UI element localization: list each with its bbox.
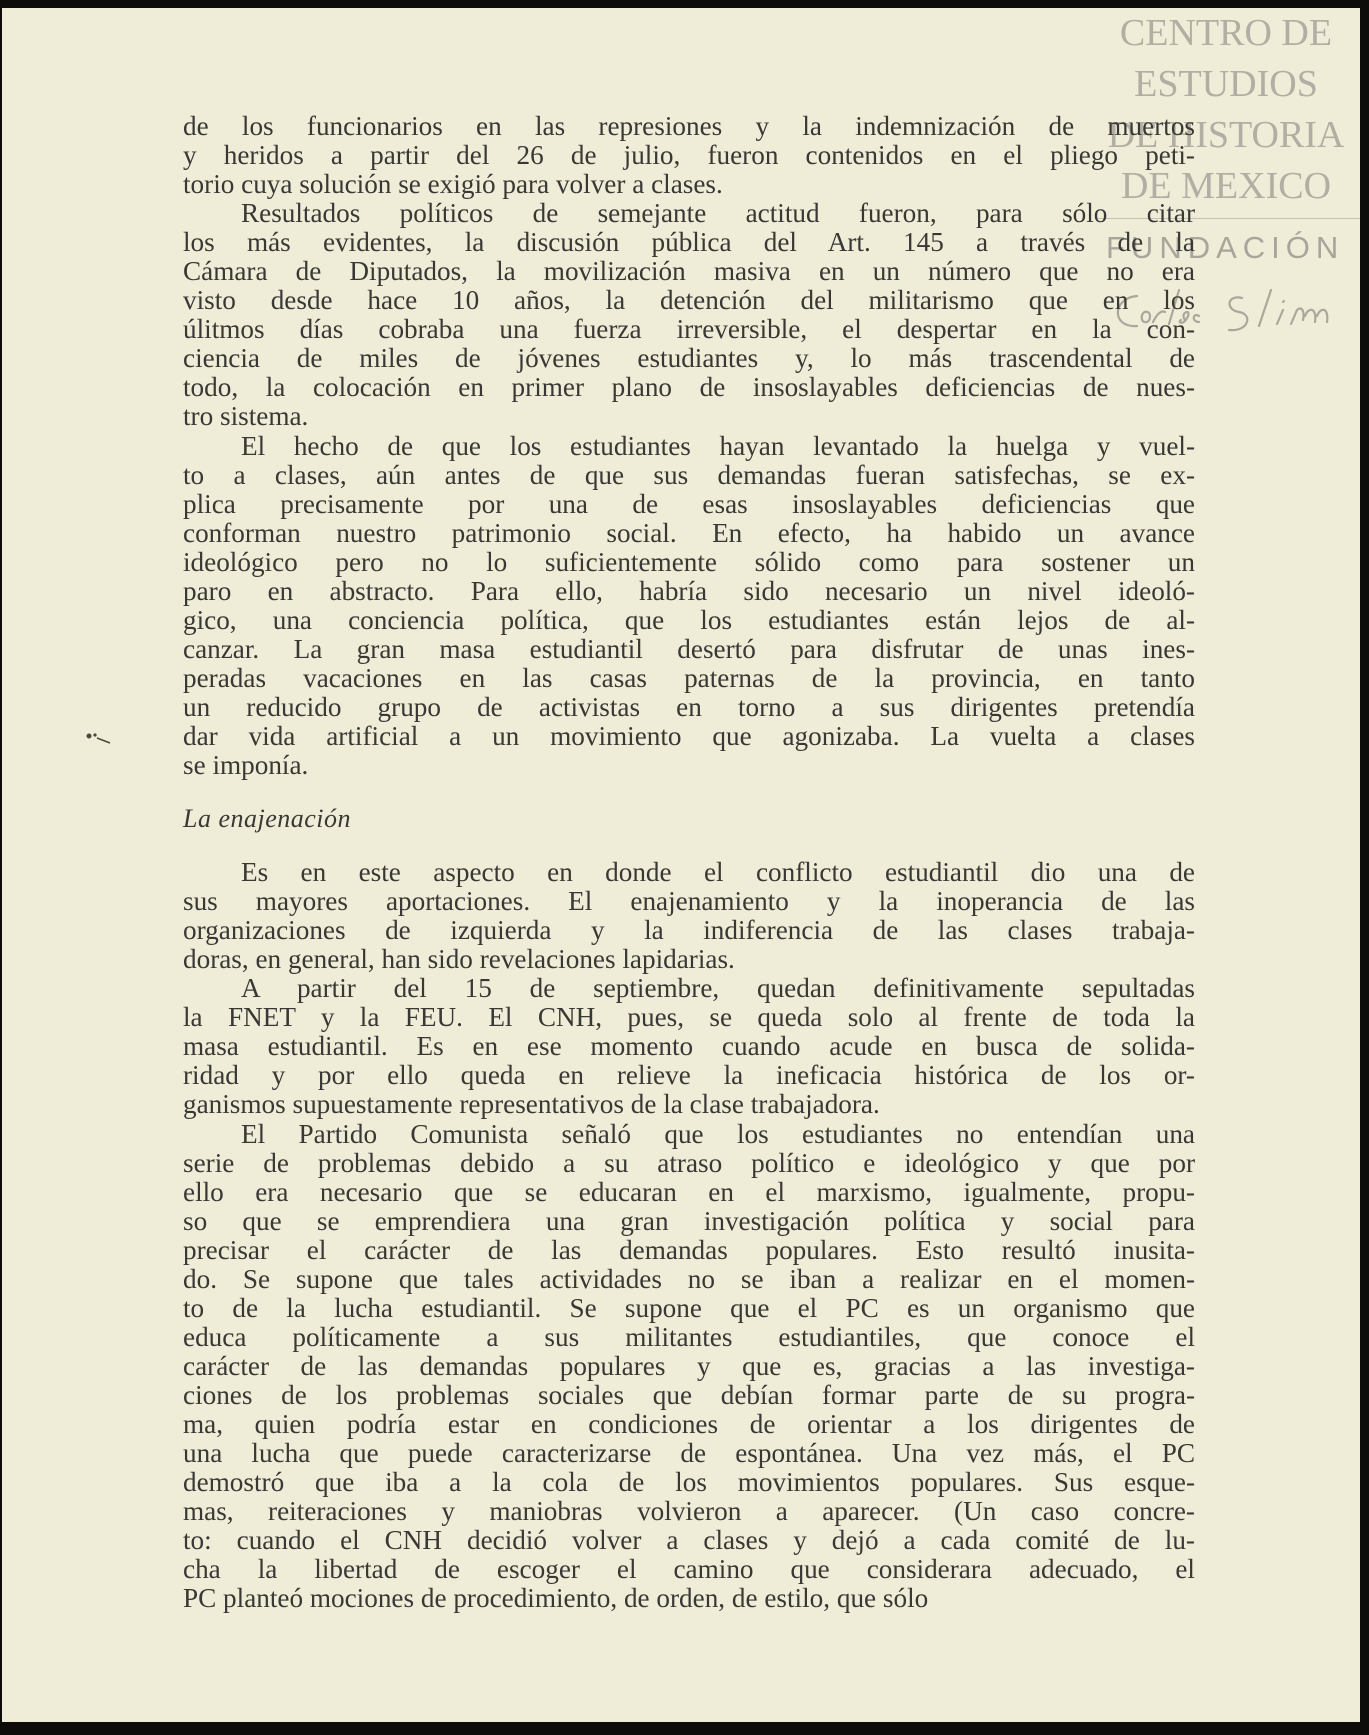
text-line: masa estudiantil. Es en ese momento cuando acude en busca de solida- <box>183 1031 1195 1062</box>
paragraph <box>183 1120 1195 1614</box>
text-line: y heridos a partir del 26 de julio, fueron contenidos en el pliego peti- <box>183 140 1195 171</box>
text-line: sus mayores aportaciones. El enajenamiento y la inoperancia de las <box>183 886 1195 917</box>
text-line: úlitmos días cobraba una fuerza irreversible, el despertar en la con- <box>183 314 1195 345</box>
text-line: peradas vacaciones en las casas paternas de la provincia, en tanto <box>183 662 1195 693</box>
text-line: Es en este aspecto en donde el conflicto estudiantil dio una de <box>241 857 1195 888</box>
text-line: El hecho de que los estudiantes hayan levantado la huelga y vuel- <box>241 430 1195 461</box>
text-line: demostró que iba a la cola de los movimientos populares. Sus esque- <box>183 1467 1195 1498</box>
paragraph <box>183 432 1195 781</box>
text-line: ganismos supuestamente representativos de la clase trabajadora. <box>183 1089 880 1120</box>
text-line: ideológico pero no lo suficientemente sólido como para sostener un <box>183 546 1195 577</box>
text-line: visto desde hace 10 años, la detención del militarismo que en los <box>183 285 1195 316</box>
text-line: plica precisamente por una de esas insoslayables deficiencias que <box>183 488 1195 519</box>
page-speck <box>84 730 118 746</box>
text-line: tro sistema. <box>183 401 309 432</box>
text-line: carácter de las demandas populares y que es, gracias a las investiga- <box>183 1350 1195 1381</box>
watermark-line: CENTRO DE <box>1119 12 1333 54</box>
watermark-foundation: FUNDACIÓN <box>1106 230 1345 265</box>
text-line: ma, quien podría estar en condiciones de orientar a los dirigentes de <box>183 1408 1195 1439</box>
text-line: to de la lucha estudiantil. Se supone que el PC es un organismo que <box>183 1292 1195 1323</box>
watermark-line: ESTUDIOS <box>1134 63 1318 105</box>
text-line: A partir del 15 de septiembre, quedan definitivamente sepultadas <box>241 973 1195 1004</box>
text-line: mas, reiteraciones y maniobras volvieron a aparecer. (Un caso concre- <box>183 1496 1195 1527</box>
text-line: una lucha que puede caracterizarse de espontánea. Una vez más, el PC <box>183 1438 1195 1469</box>
paragraph <box>183 974 1195 1119</box>
paragraph-group <box>183 112 1195 780</box>
text-line: conforman nuestro patrimonio social. En efecto, ha habido un avance <box>183 517 1195 548</box>
text-line: ciones de los problemas sociales que debían formar parte de su progra- <box>183 1379 1195 1410</box>
text-line: paro en abstracto. Para ello, habría sido necesario un nivel ideoló- <box>183 575 1195 606</box>
paragraph <box>183 199 1195 431</box>
text-line: torio cuya solución se exigió para volver a clases. <box>183 169 723 200</box>
section-heading: La enajenación <box>183 804 352 834</box>
text-line: un reducido grupo de activistas en torno a sus dirigentes pretendía <box>183 691 1195 722</box>
text-line: ridad y por ello queda en relieve la ineficacia histórica de los or- <box>183 1060 1195 1091</box>
text-line: cha la libertad de escoger el camino que considerara adecuado, el <box>183 1554 1195 1585</box>
text-line: se imponía. <box>183 750 309 781</box>
text-line: canzar. La gran masa estudiantil desertó para disfrutar de unas ines- <box>183 633 1195 664</box>
watermark-line: DE MEXICO <box>1120 165 1332 207</box>
text-line: serie de problemas debido a su atraso político e ideológico y que por <box>183 1147 1195 1178</box>
text-line: dar vida artificial a un movimiento que agonizaba. La vuelta a clases <box>183 720 1195 751</box>
text-line: todo, la colocación en primer plano de insoslayables deficiencias de nues- <box>183 372 1195 403</box>
text-line: precisar el carácter de las demandas populares. Esto resultó inusita- <box>183 1234 1195 1265</box>
text-line: PC planteó mociones de procedimiento, de orden, de estilo, que sólo <box>183 1583 929 1614</box>
text-line: El Partido Comunista señaló que los estudiantes no entendían una <box>241 1118 1195 1149</box>
text-line: ello era necesario que se educaran en el marxismo, igualmente, propu- <box>183 1176 1195 1207</box>
text-line: los más evidentes, la discusión pública del Art. 145 a través de la <box>183 227 1195 258</box>
text-line: Cámara de Diputados, la movilización masiva en un número que no era <box>183 256 1195 287</box>
body-text <box>183 112 1195 1613</box>
text-line: to a clases, aún antes de que sus demandas fueran satisfechas, se ex- <box>183 459 1195 490</box>
text-line: doras, en general, han sido revelaciones lapidarias. <box>183 944 735 975</box>
watermark-line: DE HISTORIA <box>1107 114 1345 156</box>
text-line: to: cuando el CNH decidió volver a clases y dejó a cada comité de lu- <box>183 1525 1195 1556</box>
paragraph <box>183 112 1195 199</box>
text-line: ciencia de miles de jóvenes estudiantes y, lo más trascendental de <box>183 343 1195 374</box>
text-line: Resultados políticos de semejante actitud fueron, para sólo citar <box>241 198 1195 229</box>
text-line: la FNET y la FEU. El CNH, pues, se queda solo al frente de toda la <box>183 1002 1195 1033</box>
text-line: gico, una conciencia política, que los estudiantes están lejos de al- <box>183 604 1195 635</box>
paragraph <box>183 858 1195 974</box>
text-line: educa políticamente a sus militantes estudiantiles, que conoce el <box>183 1321 1195 1352</box>
text-line: so que se emprendiera una gran investigación política y social para <box>183 1205 1195 1236</box>
text-line: de los funcionarios en las represiones y la indemnización de muertos <box>183 111 1195 141</box>
text-line: organizaciones de izquierda y la indiferencia de las clases trabaja- <box>183 915 1195 946</box>
text-line: do. Se supone que tales actividades no se iban a realizar en el momen- <box>183 1263 1195 1294</box>
paragraph-group <box>183 858 1195 1613</box>
scanned-page <box>2 8 1360 1722</box>
